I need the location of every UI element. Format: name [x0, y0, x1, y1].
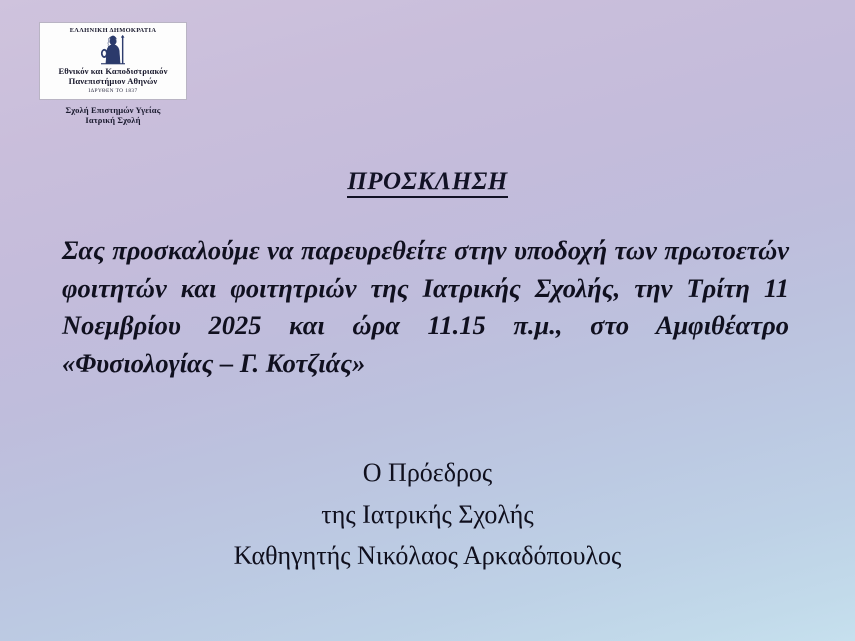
- logo-republic-line: ΕΛΛΗΝΙΚΗ ΔΗΜΟΚΡΑΤΙΑ: [69, 27, 157, 34]
- university-logo-card: [39, 22, 187, 100]
- logo-university-name-line-2: Πανεπιστήμιον Αθηνών: [68, 75, 158, 86]
- page-title-text: ΠΡΟΣΚΛΗΣΗ: [347, 168, 507, 198]
- invitation-paragraph: Σας προσκαλούμε να παρευρεθείτε στην υποδοχή των πρωτοετών φοιτητών και φοιτητριών της Ιατρικής Σχολής, την Τρίτη 11 Νοεμβρίου 2025 και ώρα 11.15 π.μ., στο Αμφιθέατρο «Φυσιολογίας – Γ. Κοτζιάς»: [62, 235, 789, 378]
- logo-founded-line: ΙΔΡΥΘΕΝ ΤΟ 1837: [88, 88, 138, 95]
- signature-line-3: Καθηγητής Νικόλαος Αρκαδόπουλος: [233, 541, 622, 571]
- faculty-caption-line-2: Ιατρική Σχολή: [85, 115, 141, 126]
- signature-line-1: Ο Πρόεδρος: [362, 458, 493, 487]
- logo-university-name-line-1: Εθνικόν και Καποδιστριακόν: [58, 66, 168, 77]
- signature-line-2: της Ιατρικής Σχολής: [321, 499, 534, 529]
- signature-block: [0, 452, 855, 577]
- faculty-caption: [18, 106, 208, 125]
- university-logo-block: [18, 22, 208, 126]
- faculty-caption-line-1: Σχολή Επιστημών Υγείας: [65, 105, 161, 116]
- athena-emblem-icon: [96, 35, 130, 65]
- page-title: [0, 168, 855, 196]
